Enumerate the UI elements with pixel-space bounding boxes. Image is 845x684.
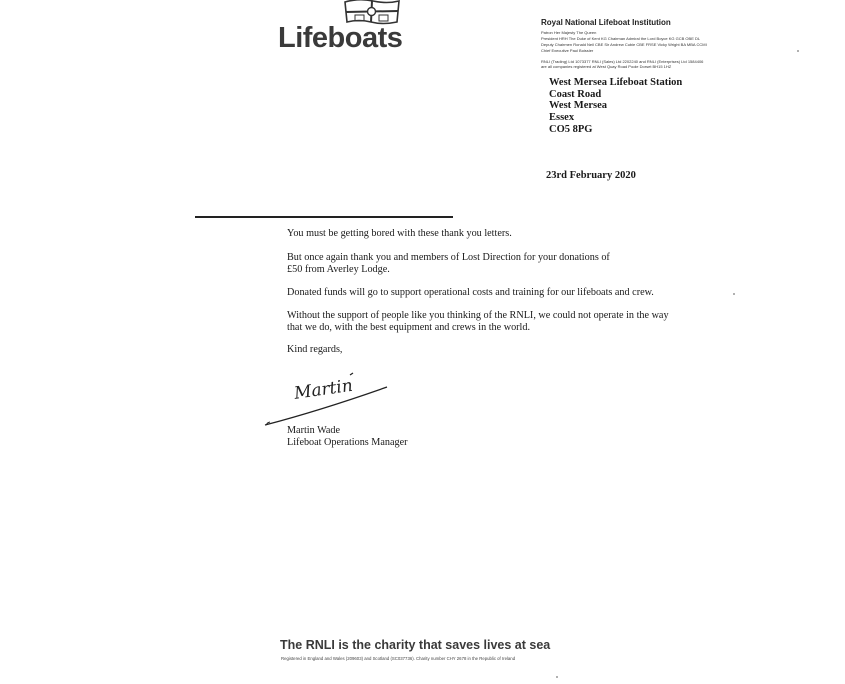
paragraph-4-line-1: Without the support of people like you thinking of the RNLI, we could not operate in the way [287,310,669,321]
scan-speck [556,676,558,678]
signatory-title: Lifeboat Operations Manager [287,437,408,448]
patron-line: Patron Her Majesty The Queen [541,30,597,35]
address-line: Essex [549,112,575,124]
president-line: President HRH The Duke of Kent KG Chairman Admiral the Lord Boyce KG GCB OBE DL [541,36,701,41]
deputy-line: Deputy Chairmen Ronald Neil CBE Sir Andrew Cubie CBE FRSE Vicky Wright BA MBA CCMI [541,42,707,47]
paragraph-1: You must be getting bored with these thank you letters. [287,228,512,239]
address-block [549,77,682,136]
signatory [287,425,408,449]
address-line: CO5 8PG [549,123,593,135]
registration-line-1: RNLI (Trading) Ltd 1073377 RNLI (Sales) Ltd 2202240 and RNLI (Enterprises) Ltd 1584406 [541,59,704,64]
scan-speck [733,293,735,295]
svg-text:Martin: Martin [292,375,354,404]
signatory-name: Martin Wade [287,425,341,436]
address-line: West Mersea [549,100,608,112]
org-name: Royal National Lifeboat Institution [541,18,671,27]
closing: Kind regards, [287,344,343,355]
footer-registration: Registered in England and Wales (209603) and Scotland (SC037736). Charity number CHY 2678 in the Republic of Ireland [281,656,516,661]
scan-speck [797,50,799,52]
chief-executive-line: Chief Executive Paul Boissier [541,48,594,53]
paragraph-2 [287,252,687,276]
paragraph-4-line-2: that we do, with the best equipment and crews in the world. [287,322,531,333]
paragraph-4 [287,310,687,334]
address-line: Coast Road [549,88,602,100]
handwritten-signature [262,365,397,432]
paragraph-3: Donated funds will go to support operational costs and training for our lifeboats and crew. [287,287,654,298]
footer-tagline: The RNLI is the charity that saves lives at sea [280,638,551,652]
lifeboats-logo-text: Lifeboats [278,22,403,54]
address-line: West Mersea Lifeboat Station [549,77,683,88]
paragraph-2-line-2: £50 from Averley Lodge. [287,264,390,275]
divider-rule [195,216,453,218]
letter-date: 23rd February 2020 [546,170,636,181]
registration-line-2: are all companies registered at West Quay Road Poole Dorset BH15 1HZ [541,64,672,69]
paragraph-2-line-1: But once again thank you and members of Lost Direction for your donations of [287,252,610,263]
